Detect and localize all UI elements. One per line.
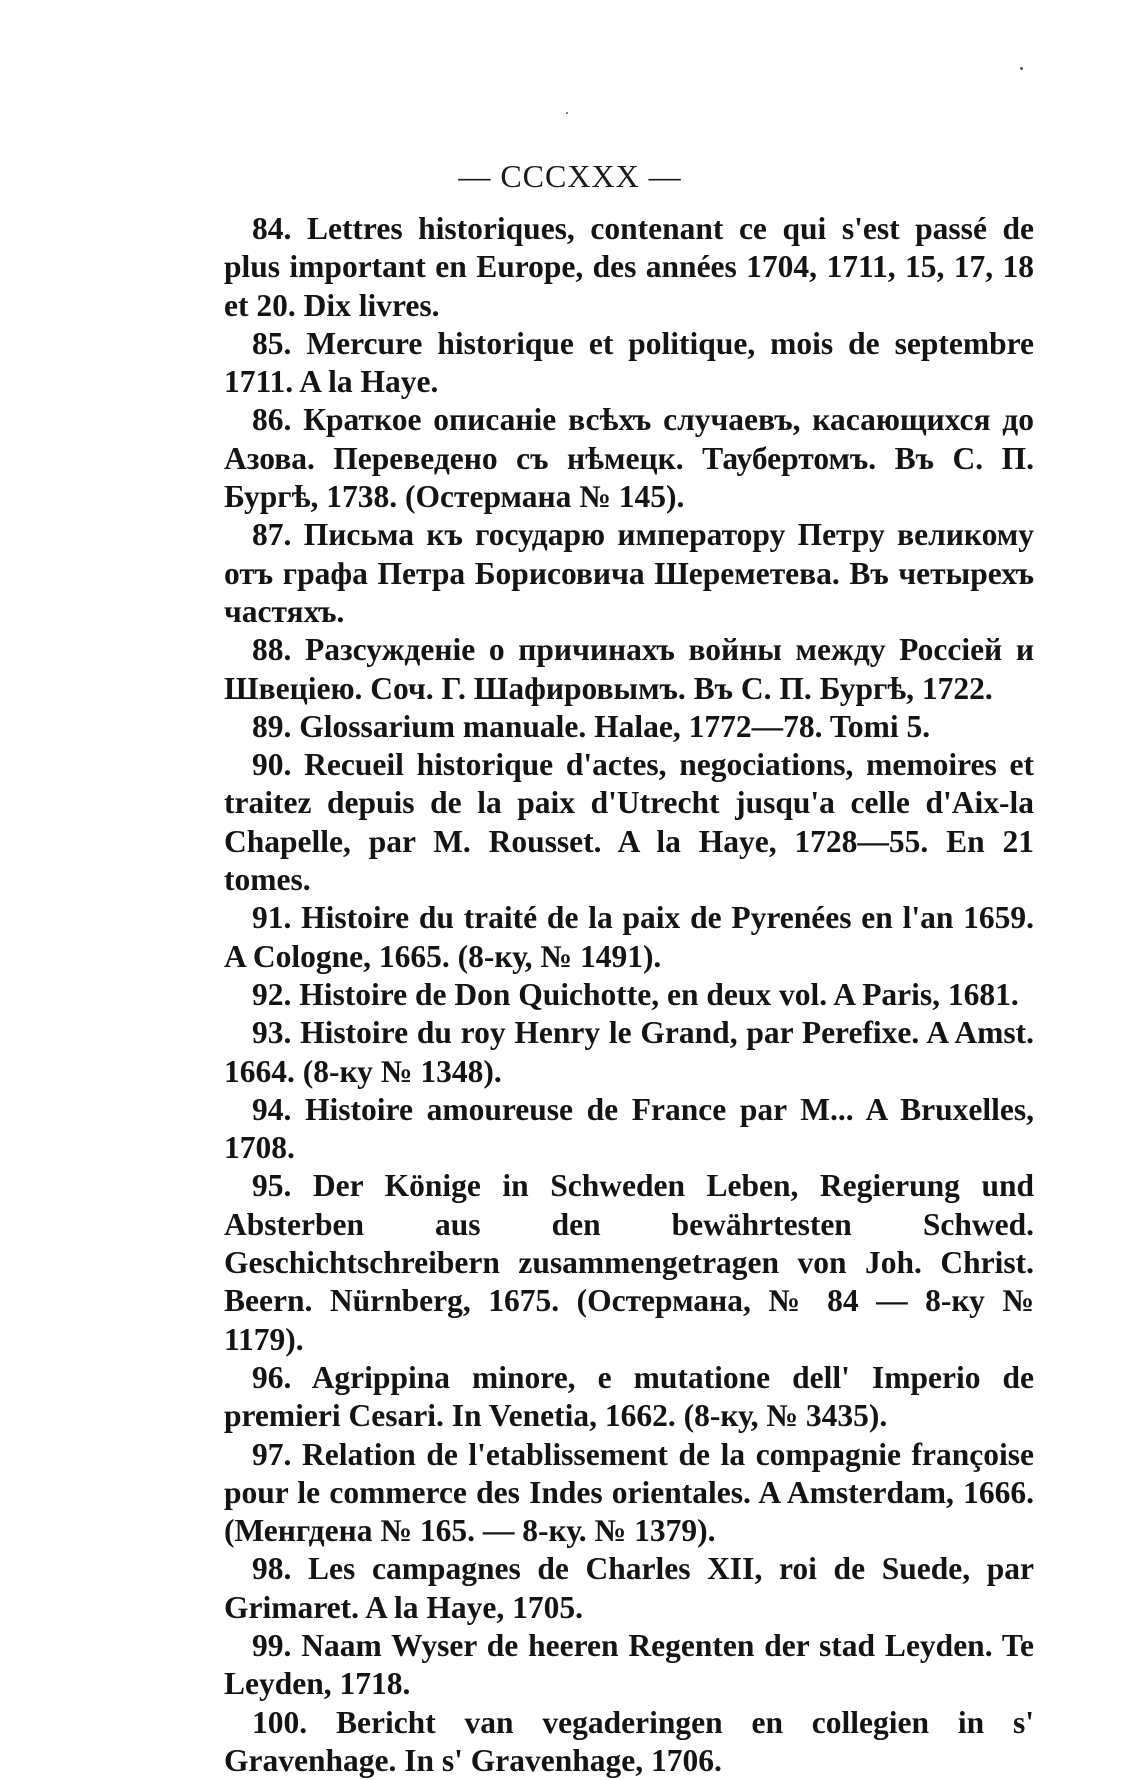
entry-text: Lettres historiques, contenant ce qui s'est passé de plus important en Europe, des années 1704, 1711, 15, 17, 18 et 20. Dix livres.: [224, 211, 1034, 323]
list-item: [224, 1704, 1034, 1780]
entry-number: 91.: [252, 900, 292, 936]
list-item: [224, 899, 1034, 976]
entry-text: Histoire du traité de la paix de Pyrenées en l'an 1659. A Cologne, 1665. (8-ку, № 1491).: [224, 900, 1035, 974]
entry-text: Les campagnes de Charles XII, roi de Suede, par Grimaret. A la Haye, 1705.: [224, 1551, 1035, 1625]
scan-speck: [566, 112, 568, 114]
entry-text: Histoire amoureuse de France par M... A Bruxelles, 1708.: [224, 1091, 1035, 1166]
entry-number: 99.: [252, 1627, 292, 1663]
list-item: [224, 1014, 1034, 1091]
list-item: [224, 1627, 1034, 1704]
entry-text: Histoire de Don Quichotte, en deux vol. A Paris, 1681.: [299, 976, 1019, 1012]
entry-number: 98.: [252, 1551, 292, 1587]
list-item: [224, 516, 1034, 631]
entry-number: 85.: [252, 325, 292, 361]
list-item: [224, 1359, 1034, 1436]
entry-number: 96.: [252, 1359, 292, 1395]
entry-number: 87.: [252, 517, 292, 553]
entry-number: 84.: [252, 211, 292, 246]
list-item: [224, 1550, 1034, 1627]
entry-text: Mercure historique et politique, mois de septembre 1711. A la Haye.: [224, 325, 1034, 400]
page-number: — CCCXXX —: [458, 158, 682, 194]
list-item: [224, 1436, 1034, 1551]
list-item: [224, 325, 1034, 402]
entry-text: Recueil historique d'actes, negociations, memoires et traitez depuis de la paix d'Utrecht jusqu'a celle d'Aix-la Chapelle, par M. Rousset. A la Haye, 1728—55. En 21 tomes.: [224, 747, 1034, 898]
list-item: [224, 976, 1034, 1014]
list-item: [224, 1091, 1034, 1168]
entry-text: Agrippina minore, e mutatione dell' Imperio de premieri Cesari. In Venetia, 1662. (8-ку, № 3435).: [224, 1359, 1034, 1434]
entry-text: Bericht van vegaderingen en collegien in s' Gravenhage. In s' Gravenhage, 1706.: [224, 1704, 1034, 1778]
list-item: [224, 746, 1034, 899]
entry-number: 95.: [252, 1168, 292, 1204]
entry-number: 93.: [252, 1015, 292, 1051]
entry-number: 88.: [252, 632, 292, 668]
entry-text: Краткое описаніе всѣхъ случаевъ, касающихся до Азова. Переведено съ нѣмецк. Таубертомъ. Въ С. П. Бургѣ, 1738. (Остермана № 145).: [224, 402, 1034, 515]
entry-text: Разсужденіе о причинахъ войны между Россіей и Швеціею. Соч. Г. Шафировымъ. Въ С. П. Бургѣ, 1722.: [224, 632, 1035, 706]
list-item: [224, 401, 1034, 516]
scan-speck: [1020, 67, 1023, 70]
entry-number: 89.: [252, 708, 292, 744]
entry-text: Письма къ государю императору Петру великому отъ графа Петра Борисовича Шереметева. Въ четырехъ частяхъ.: [224, 517, 1035, 629]
list-item: [224, 631, 1034, 708]
list-item: [224, 708, 1034, 746]
entry-text: Glossarium manuale. Halae, 1772—78. Tomi 5.: [299, 708, 931, 744]
entry-number: 92.: [252, 976, 292, 1012]
entry-text: Relation de l'etablissement de la compagnie françoise pour le commerce des Indes orientales. A Amsterdam, 1666. (Менгдена № 165. — 8-ку. № 1379).: [224, 1436, 1035, 1549]
entry-text: Histoire du roy Henry le Grand, par Perefixe. A Amst. 1664. (8-ку № 1348).: [224, 1015, 1035, 1089]
entry-number: 90.: [252, 747, 292, 783]
bibliography-list: [224, 210, 1034, 1780]
entry-text: Naam Wyser de heeren Regenten der stad Leyden. Te Leyden, 1718.: [224, 1627, 1034, 1702]
entry-number: 97.: [252, 1436, 292, 1472]
list-item: [224, 1167, 1034, 1358]
list-item: [224, 210, 1034, 325]
entry-number: 94.: [252, 1091, 292, 1127]
entry-text: Der Könige in Schweden Leben, Regierung und Absterben aus den bewährtesten Schwed. Geschichtschreibern zusammengetragen von Joh. Christ. Beern. Nürnberg, 1675. (Остермана, № 84 — 8-ку № 1179).: [224, 1168, 1035, 1357]
entry-number: 100.: [252, 1704, 308, 1740]
entry-number: 86.: [252, 402, 292, 438]
